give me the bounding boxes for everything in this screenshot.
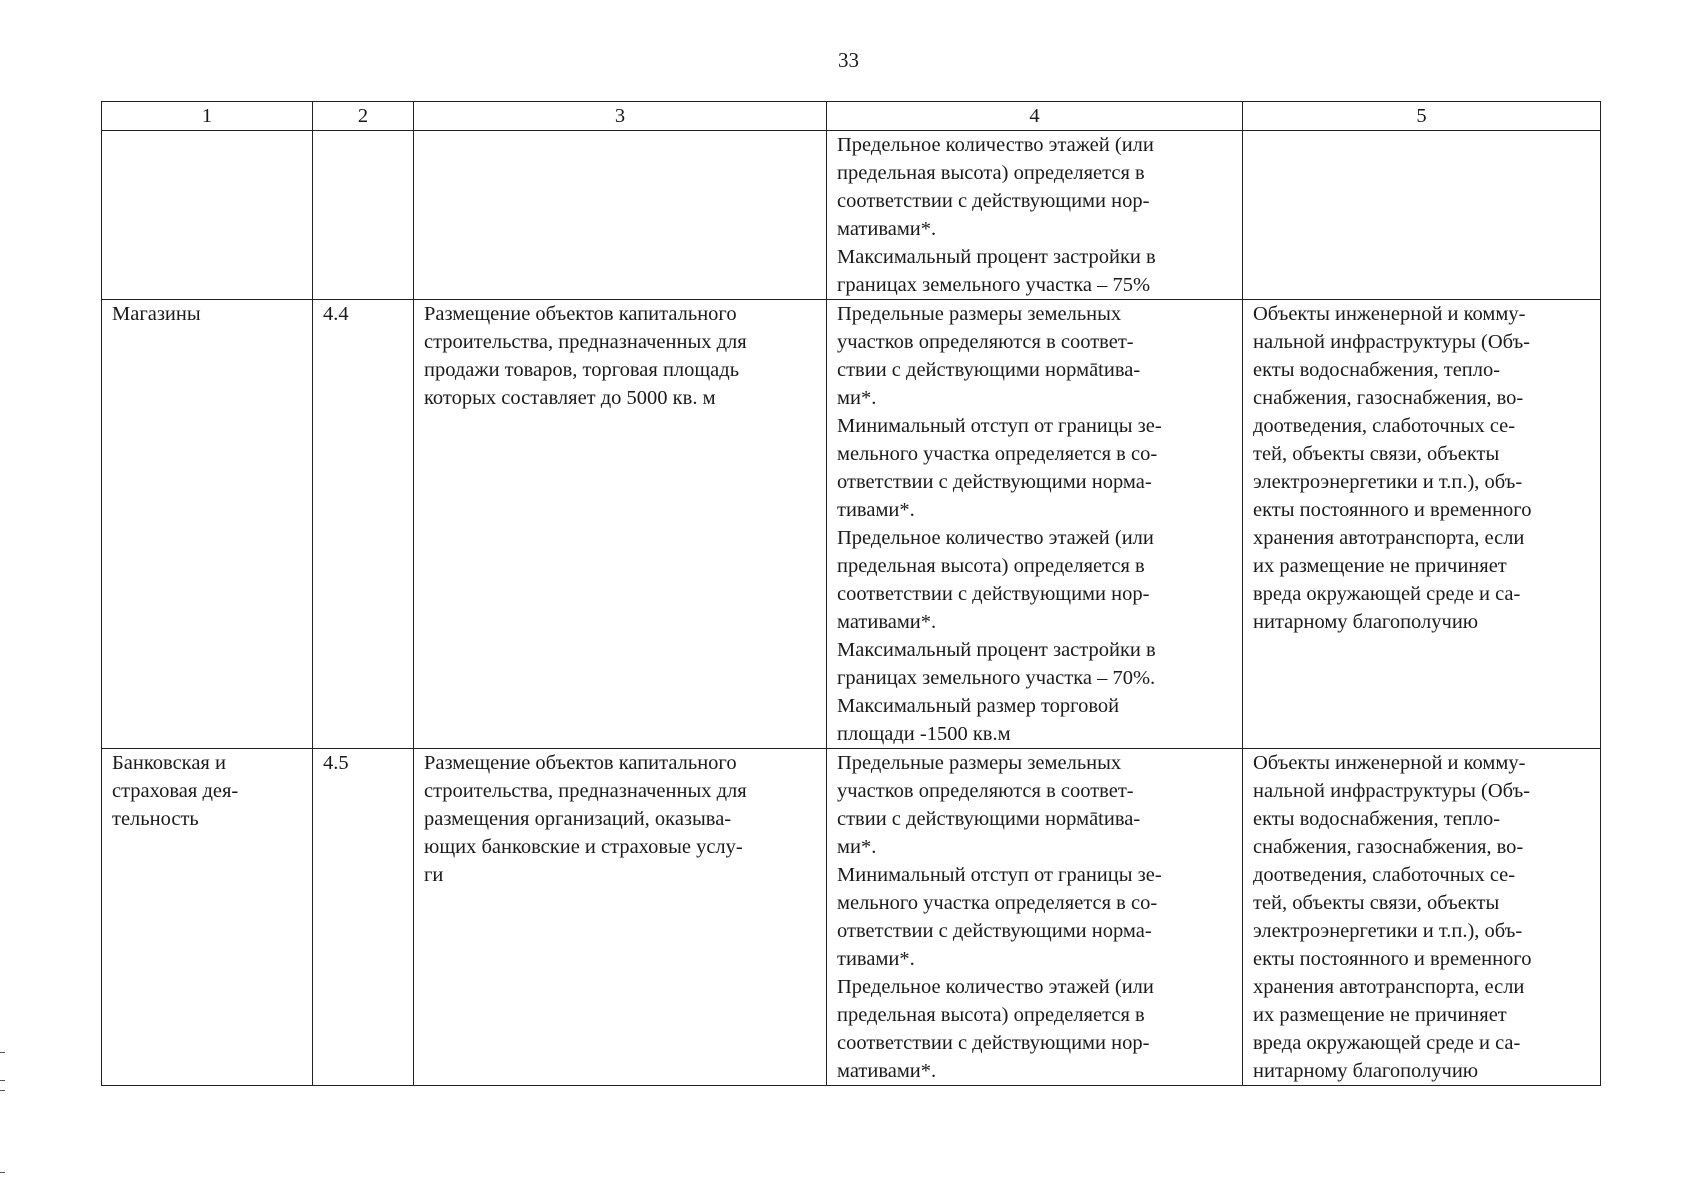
table-row [102,300,1601,749]
scan-margin-mark [0,1090,5,1091]
use-description-cell: Размещение объектов капитального строительства, предназначенных для продажи товаров, торговая площадь которых составляет до 5000 кв. м [414,300,827,749]
use-description-cell: Размещение объектов капитального строительства, предназначенных для размещения организаций, оказыва- ющих банковские и страховые услу- ги [414,749,827,1086]
column-header: 2 [313,102,414,131]
table-header-row [102,102,1601,131]
column-header: 4 [827,102,1243,131]
page-number: 33 [838,48,859,72]
parameters-cell: Предельные размеры земельных участков определяются в соответ- ствии с действующими нормātива- ми*. Минимальный отступ от границы зе- мельного участка определяется в со- ответствии с действующими норма- тивами*. Предельное количество этажей (или предельная высота) определяется в соответствии с действующими нор- мативами*. [827,749,1243,1086]
use-name-cell [102,131,313,300]
auxiliary-uses-cell [1243,131,1601,300]
column-header: 1 [102,102,313,131]
use-name-cell: Магазины [102,300,313,749]
parameters-cell: Предельное количество этажей (или предельная высота) определяется в соответствии с действующими нор- мативами*. Максимальный процент застройки в границах земельного участка – 75% [827,131,1243,300]
scan-margin-mark [0,1052,5,1053]
use-code-cell: 4.4 [313,300,414,749]
column-header: 3 [414,102,827,131]
use-description-cell [414,131,827,300]
table-row [102,749,1601,1086]
scan-margin-mark [0,1080,5,1081]
parameters-cell: Предельные размеры земельных участков определяются в соответ- ствии с действующими нормātива- ми*. Минимальный отступ от границы зе- мельного участка определяется в со- ответствии с действующими норма- тивами*. Предельное количество этажей (или предельная высота) определяется в соответствии с действующими нор- мативами*. Максимальный процент застройки в границах земельного участка – 70%. Максимальный размер торговой площади -1500 кв.м [827,300,1243,749]
auxiliary-uses-cell: Объекты инженерной и комму- нальной инфраструктуры (Объ- екты водоснабжения, тепло- снабжения, газоснабжения, во- доотведения, слаботочных се- тей, объекты связи, объекты электроэнергетики и т.п.), объ- екты постоянного и временного хранения автотранспорта, если их размещение не причиняет вреда окружающей среде и са- нитарному благополучию [1243,749,1601,1086]
column-header: 5 [1243,102,1601,131]
use-code-cell [313,131,414,300]
scan-margin-mark [0,1172,5,1173]
use-code-cell: 4.5 [313,749,414,1086]
table-row [102,131,1601,300]
use-name-cell: Банковская и страховая дея- тельность [102,749,313,1086]
auxiliary-uses-cell: Объекты инженерной и комму- нальной инфраструктуры (Объ- екты водоснабжения, тепло- снабжения, газоснабжения, во- доотведения, слаботочных се- тей, объекты связи, объекты электроэнергетики и т.п.), объ- екты постоянного и временного хранения автотранспорта, если их размещение не причиняет вреда окружающей среде и са- нитарному благополучию [1243,300,1601,749]
zoning-table [101,101,1601,1086]
